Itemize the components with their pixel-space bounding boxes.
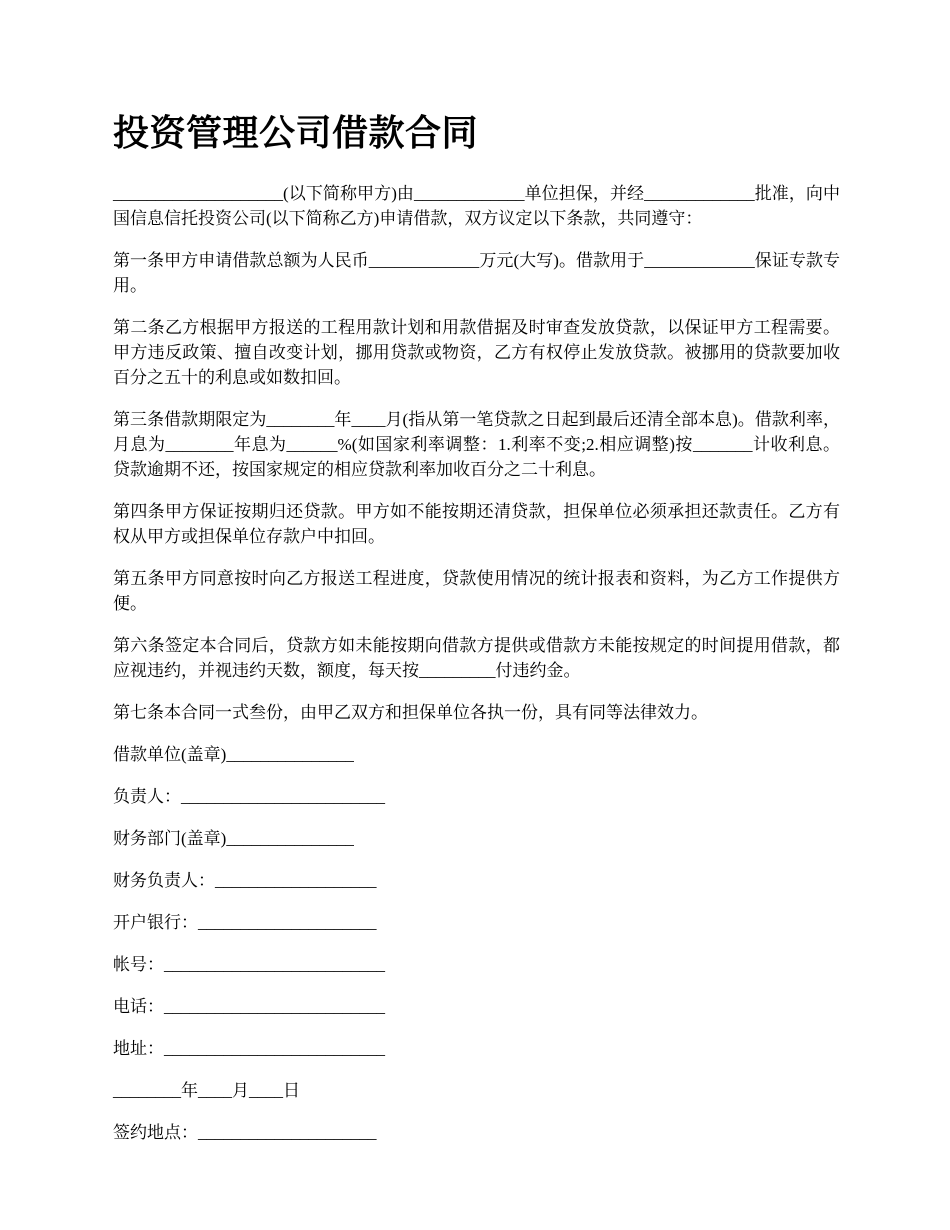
intro-paragraph: ____________________(以下简称甲方)由_____________单位担保，并经_____________批准，向中国信息信托投资公司(以下简称乙方)申请借款，双方议定以下条款，共同遵守： — [113, 184, 840, 229]
signature-block — [113, 742, 840, 1145]
article-7: 第七条本合同一式叁份，由甲乙双方和担保单位各执一份，具有同等法律效力。 — [113, 703, 708, 723]
article-2: 第二条乙方根据甲方报送的工程用款计划和用款借据及时审查发放贷款，以保证甲方工程需要。甲方违反政策、擅自改变计划，挪用贷款或物资，乙方有权停止发放贷款。被挪用的贷款要加收百分之五十的利息或如数扣回。 — [113, 318, 840, 388]
account-line: 帐号：__________________________ — [113, 955, 385, 975]
article-4: 第四条甲方保证按期归还贷款。甲方如不能按期还清贷款，担保单位必须承担还款责任。乙方有权从甲方或担保单位存款户中扣回。 — [113, 502, 840, 547]
article-3: 第三条借款期限定为________年____月(指从第一笔贷款之日起到最后还清全部本息)。借款利率，月息为________年息为______%(如国家利率调整：1.利率不变;2.相应调整)按_______计收利息。贷款逾期不还，按国家规定的相应贷款利率加收百分之二十利息。 — [113, 410, 840, 480]
address-line: 地址：__________________________ — [113, 1039, 385, 1059]
signing-place-line: 签约地点：_____________________ — [113, 1123, 377, 1143]
borrower-seal-line: 借款单位(盖章)_______________ — [113, 745, 354, 765]
phone-line: 电话：__________________________ — [113, 997, 385, 1017]
person-in-charge-line: 负责人：________________________ — [113, 787, 385, 807]
article-6: 第六条签定本合同后，贷款方如未能按期向借款方提供或借款方未能按规定的时间提用借款，都应视违约，并视违约天数，额度，每天按_________付违约金。 — [113, 636, 840, 681]
document-title: 投资管理公司借款合同 — [113, 113, 479, 153]
finance-head-line: 财务负责人：___________________ — [113, 871, 377, 891]
finance-dept-seal-line: 财务部门(盖章)_______________ — [113, 829, 354, 849]
article-5: 第五条甲方同意按时向乙方报送工程进度，贷款使用情况的统计报表和资料，为乙方工作提供方便。 — [113, 569, 840, 614]
date-line: ________年____月____日 — [113, 1081, 300, 1101]
bank-line: 开户银行：_____________________ — [113, 913, 377, 933]
article-1: 第一条甲方申请借款总额为人民币_____________万元(大写)。借款用于_____________保证专款专用。 — [113, 251, 840, 296]
